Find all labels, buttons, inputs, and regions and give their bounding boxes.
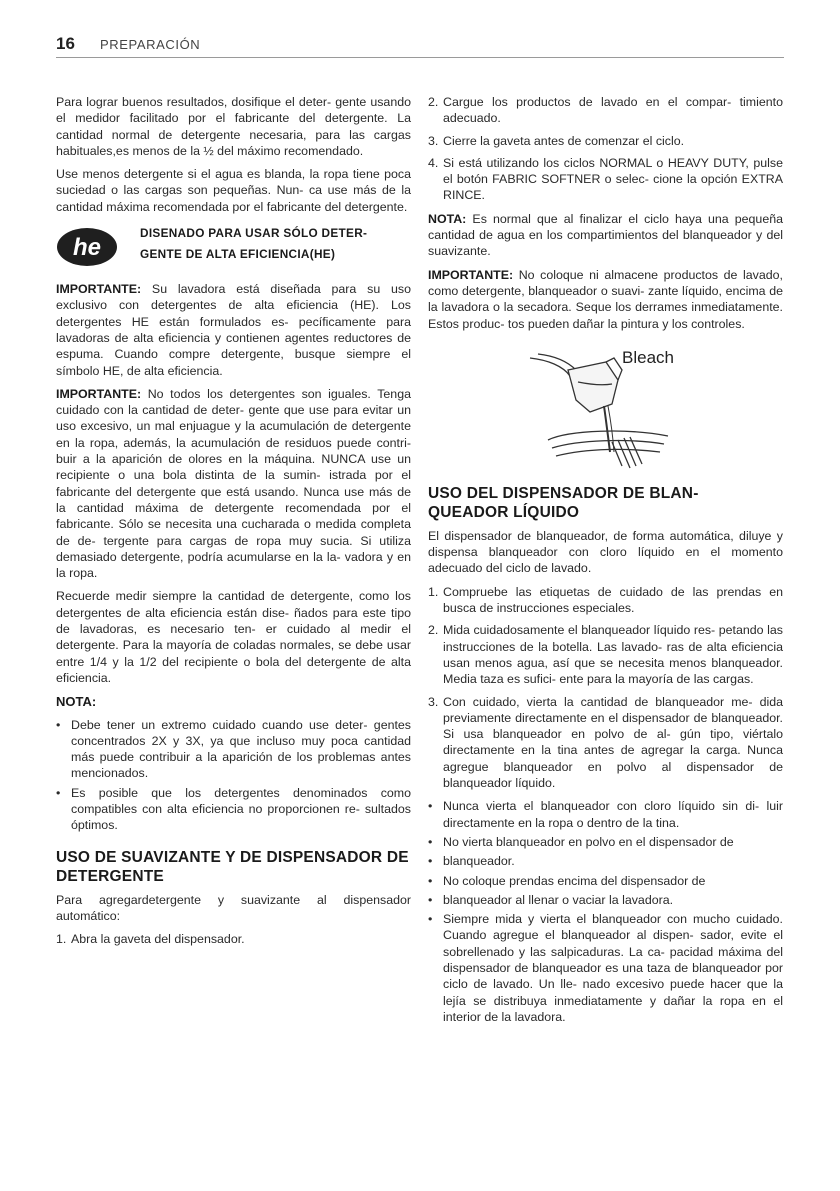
list-item: • Nunca vierta el blanqueador con cloro líquido sin di- luir directamente en la ropa o dentro de la tina.	[428, 799, 783, 830]
he-notice-line-1: DISENADO PARA USAR SÓLO DETER-	[140, 226, 368, 241]
list-item: • Es posible que los detergentes denominados como compatibles con alta eficiencia no proporcionen re- sultados óptimos.	[56, 785, 411, 833]
header-rule	[56, 57, 784, 58]
paragraph-dosage: Para lograr buenos resultados, dosifique el deter- gente usando el medidor facilitado por el fabricante del detergente. La cantidad normal de detergente necesaria, para las cargas habituales,es menos de la ½ del máximo recomendado.	[56, 95, 411, 158]
note-bullet-list	[56, 717, 411, 834]
important-text: Su lavadora está diseñada para su uso exclusivo con detergentes de alta eficiencia (HE). Los detergentes HE están formulados es- pecíficamente para lavadoras de alta eficiencia y contienen agentes reductores de espuma. Cuando compre detergente, busque siempre el símbolo HE, de alta eficiencia.	[56, 282, 411, 378]
section-heading-bleach: USO DEL DISPENSADOR DE BLAN- QUEADOR LÍQUIDO	[428, 484, 699, 521]
bleach-jug-icon	[508, 340, 708, 470]
paragraph-note-water: NOTA: Es normal que al finalizar el ciclo haya una pequeña cantidad de agua en los compartimientos del blanqueador y del suavizante.	[428, 211, 783, 259]
list-item: 3. Cierre la gaveta antes de comenzar el ciclo.	[428, 133, 685, 148]
paragraph-important-he	[56, 281, 411, 379]
running-header: PREPARACIÓN	[100, 37, 201, 52]
paragraph-bleach-intro: El dispensador de blanqueador, de forma automática, diluye y dispensa blanqueador con cloro líquido en el momento adecuado del ciclo de lavado.	[428, 528, 783, 576]
bleach-label: Bleach	[622, 347, 674, 367]
he-notice-line-2: GENTE DE ALTA EFICIENCIA(HE)	[140, 247, 336, 262]
bleach-steps	[428, 584, 783, 792]
important-label: IMPORTANTE:	[428, 267, 514, 282]
section-heading-softener: USO DE SUAVIZANTE Y DE DISPENSADOR DE DETERGENTE	[56, 848, 409, 885]
list-item: 2. Cargue los productos de lavado en el compar- timiento adecuado.	[428, 95, 783, 126]
list-item: 2. Mida cuidadosamente el blanqueador líquido res- petando las instrucciones de la botella. Las lavado- ras de alta eficiencia usan menos agua, así que se necesita menos blanqueador. Media taza es sufici- ente para la mayoría de las cargas.	[428, 623, 783, 687]
note-label: NOTA:	[428, 211, 467, 226]
page-number: 16	[56, 34, 75, 53]
softener-steps-continued	[428, 94, 783, 204]
he-logo-icon	[56, 227, 118, 267]
paragraph-important-detergents	[56, 386, 411, 582]
paragraph-important-storage: IMPORTANTE: No coloque ni almacene productos de lavado, como detergente, blanqueador o suavi- zante líquido, encima de la lavadora o la secadora. Seque los derrames inmediatamente. Estos produc- tos pueden dañar la pintura y los controles.	[428, 267, 783, 331]
he-notice-text	[140, 223, 367, 265]
list-item: 3. Con cuidado, vierta la cantidad de blanqueador me- dida previamente directamente en el dispensador de blanqueador. Si usa blanqueador en polvo de al- gún tipo, viértalo directamente en la tina antes de agregar la carga. Nunca agregue blanqueador en polvo al dispensador de blanqueador líquido.	[428, 694, 783, 791]
note-title: NOTA:	[56, 694, 97, 710]
right-column	[428, 94, 783, 1032]
he-logo-text: he	[72, 234, 102, 262]
list-item: • blanqueador al llenar o vaciar la lavadora.	[428, 892, 674, 907]
list-item: 1. Compruebe las etiquetas de cuidado de las prendas en busca de instrucciones especiales.	[428, 584, 783, 616]
list-item: • No vierta blanqueador en polvo en el dispensador de	[428, 834, 734, 849]
paragraph-dispenser-intro: Para agregardetergente y suavizante al dispensador automático:	[56, 892, 411, 923]
he-notice	[56, 225, 411, 267]
bleach-bullet-list	[428, 798, 783, 1025]
list-item: • Debe tener un extremo cuidado cuando use deter- gentes concentrados 2X y 3X, ya que incluso muy poca cantidad más puede contribuir a la aparición de los problemas antes mencionados.	[56, 717, 411, 781]
list-item: 1. Abra la gaveta del dispensador.	[56, 932, 245, 947]
list-item: • No coloque prendas encima del dispensador de	[428, 873, 706, 888]
bleach-pour-illustration	[508, 340, 708, 470]
list-item: • Siempre mida y vierta el blanqueador con mucho cuidado. Cuando agregue el blanqueador al dispen- sador, evite el sobrellenado y las salpicaduras. La ca- pacidad máxima del dispensador de blanqueador es una taza de blanqueador por ciclo de lavado. Un lle- nado excesivo puede hacer que la lejía se distribuya inmediatamente y dañar la ropa en el interior de la lavadora.	[428, 912, 783, 1024]
paragraph-less-detergent: Use menos detergente si el agua es blanda, la ropa tiene poca suciedad o las cargas son pequeñas. Nun- ca use más de la cantidad máxima recomendada por el fabricante del detergente.	[56, 167, 411, 214]
list-item: • blanqueador.	[428, 854, 515, 869]
important-label: IMPORTANTE:	[56, 386, 142, 401]
list-item: 4. Si está utilizando los ciclos NORMAL o HEAVY DUTY, pulse el botón FABRIC SOFTNER o selec- cione la opción EXTRA RINCE.	[428, 155, 783, 203]
paragraph-measure: Recuerde medir siempre la cantidad de detergente, como los detergentes de alta eficiencia están dise- ñados para este tipo de lavadoras, es necesario ten- er cuidado al medir el detergente. Para la mayoría de coladas normales, se debe usar entre 1/4 y la 1/2 del recipiente o bola del detergente de alta eficiencia.	[56, 589, 411, 685]
left-column	[56, 94, 411, 954]
important-label: IMPORTANTE:	[56, 282, 142, 297]
important-text: No todos los detergentes son iguales. Tenga cuidado con la cantidad de deter- gente que use para evitar un uso excesivo, un mal enjuague y la acumulación de detergente en la ropa, además, la acumulación de residuos puede contri- buir a la aparición de olores en la máquina. NUNCA use un recipiente o una bola distinta de la sumin- istrada por el fabricante del detergente que está usando. Nunca use más de la cantidad máxima de detergente recomendada por el fabricante. Sólo se necesita una cucharada o medida completa de de- tergente para cargas de ropa muy sucia. Si utiliza demasiado detergente, podría acumularse en la la- vadora y en la ropa.	[56, 386, 411, 581]
softener-steps	[56, 931, 411, 947]
